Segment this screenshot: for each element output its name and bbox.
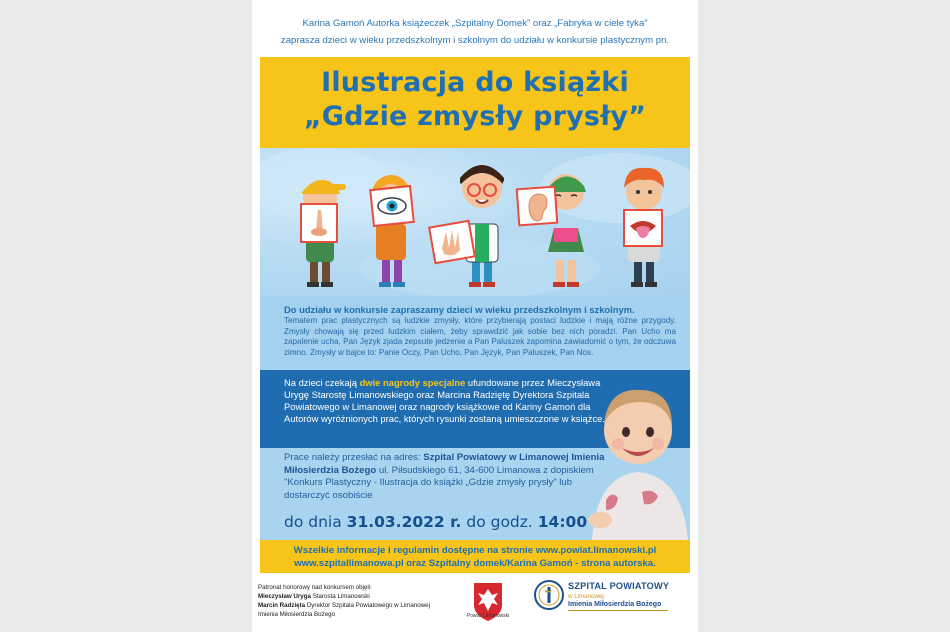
intro-line-2: zaprasza dzieci w wieku przedszkolnym i szkolnym do udziału w konkursie plastycznym pn. [280, 35, 670, 46]
kids-holding-sense-cards-illustration [260, 148, 690, 296]
submission-text-part-1: Prace należy przesłać na adres: [284, 452, 424, 463]
patron-1-name: Mieczysław Uryga [258, 593, 311, 600]
info-banner [260, 540, 690, 573]
patronage-heading: Patronat honorowy nad konkursem objęli: [258, 584, 372, 591]
hospital-city: w Limanowej [568, 593, 604, 600]
patron-1-role: Starosta Limanowski [310, 593, 370, 600]
kid-taste-icon [624, 168, 664, 287]
patronage-block [258, 583, 448, 619]
smiling-child-photo [582, 380, 694, 540]
prizes-text-part-2: ufundowane przez Mieczysława Urygę Starostę Limanowskiego oraz Marcina Radziętę Dyrektora Szpitala Powiatowego w Limanowej oraz nagrody książkowe od Kariny Gamoń dla Autorów wyróżnionych prac, których rysunki zostaną umieszczone w książce. [284, 377, 605, 425]
deadline [284, 513, 587, 531]
intro-line-1: Karina Gamoń Autorka książeczek „Szpitalny Domek” oraz „Fabryka w ciele tyka” [302, 18, 648, 29]
county-crest-icon [470, 581, 506, 627]
title-line-2: „Gdzie zmysły prysły” [303, 101, 647, 132]
hospital-name: SZPITAL POWIATOWY [568, 581, 670, 591]
hospital-divider [568, 610, 668, 611]
patron-1 [258, 592, 448, 601]
patron-2-name: Marcin Radzięta [258, 602, 306, 609]
crest-caption: Powiat Limanowski [466, 613, 510, 619]
deadline-mid: do godz. [461, 513, 538, 531]
child-photo [582, 380, 694, 540]
hospital-logo-icon [534, 580, 564, 610]
prizes-text-part-1: Na dzieci czekają [284, 377, 360, 388]
hospital-patron: Imienia Miłosierdzia Bożego [568, 601, 662, 608]
prizes-text [284, 377, 624, 425]
title-banner [260, 57, 690, 148]
info-line-2: www.szpitallimanowa.pl oraz Szpitalny domek/Karina Gamoń - strona autorska. [294, 558, 656, 569]
footer [252, 573, 698, 632]
submission-text-part-2: ul. Piłsudskiego 61, 34-600 Limanowa z dopiskiem "Konkurs Plastyczny - Ilustracja do książki „Gdzie zmysły prysły” lub dostarczyć osobiście [284, 464, 594, 501]
patron-2-role: Dyrektor Szpitala Powiatowego w Limanowej Imienia Miłosierdzia Bożego [258, 602, 430, 618]
deadline-prefix: do dnia [284, 513, 347, 531]
contest-poster [252, 0, 698, 632]
deadline-date: 31.03.2022 r. [346, 513, 462, 531]
description-heading: Do udziału w konkursie zapraszamy dzieci w wieku przedszkolnym i szkolnym. [284, 304, 635, 315]
prizes-highlight: dwie nagrody specjalne [359, 377, 466, 388]
deadline-time: 14:00 [537, 513, 588, 531]
senses-illustration [260, 148, 690, 296]
info-line-1: Wszelkie informacje i regulamin dostępne na stronie www.powiat.limanowski.pl [293, 545, 657, 556]
patron-2 [258, 601, 448, 619]
submission-text [284, 452, 614, 502]
description-body: Tematem prac plastycznych są ludzkie zmysły, które przybierają postaci ludzkie i mają różne przygody. Zmysły chowają się przed ludzkim ciałem, żeby sprawdzić jak sobie bez nich poradzi. Pan Ucho ma zapalenie ucha, Pan Język zjada zepsute jedzenie a Pan Paluszek zapomina zawiadomić o tym, że odczuwa zimno. Zmysły w bajce to: Panie Oczy, Pan Ucho, Pan Język, Pan Paluszek, Pan Nos. [284, 316, 676, 357]
description-section [260, 296, 690, 370]
title-line-1: Ilustracja do książki [321, 67, 629, 98]
submission-address: Szpital Powiatowy w Limanowej Imienia Miłosierdzia Bożego [284, 452, 605, 476]
